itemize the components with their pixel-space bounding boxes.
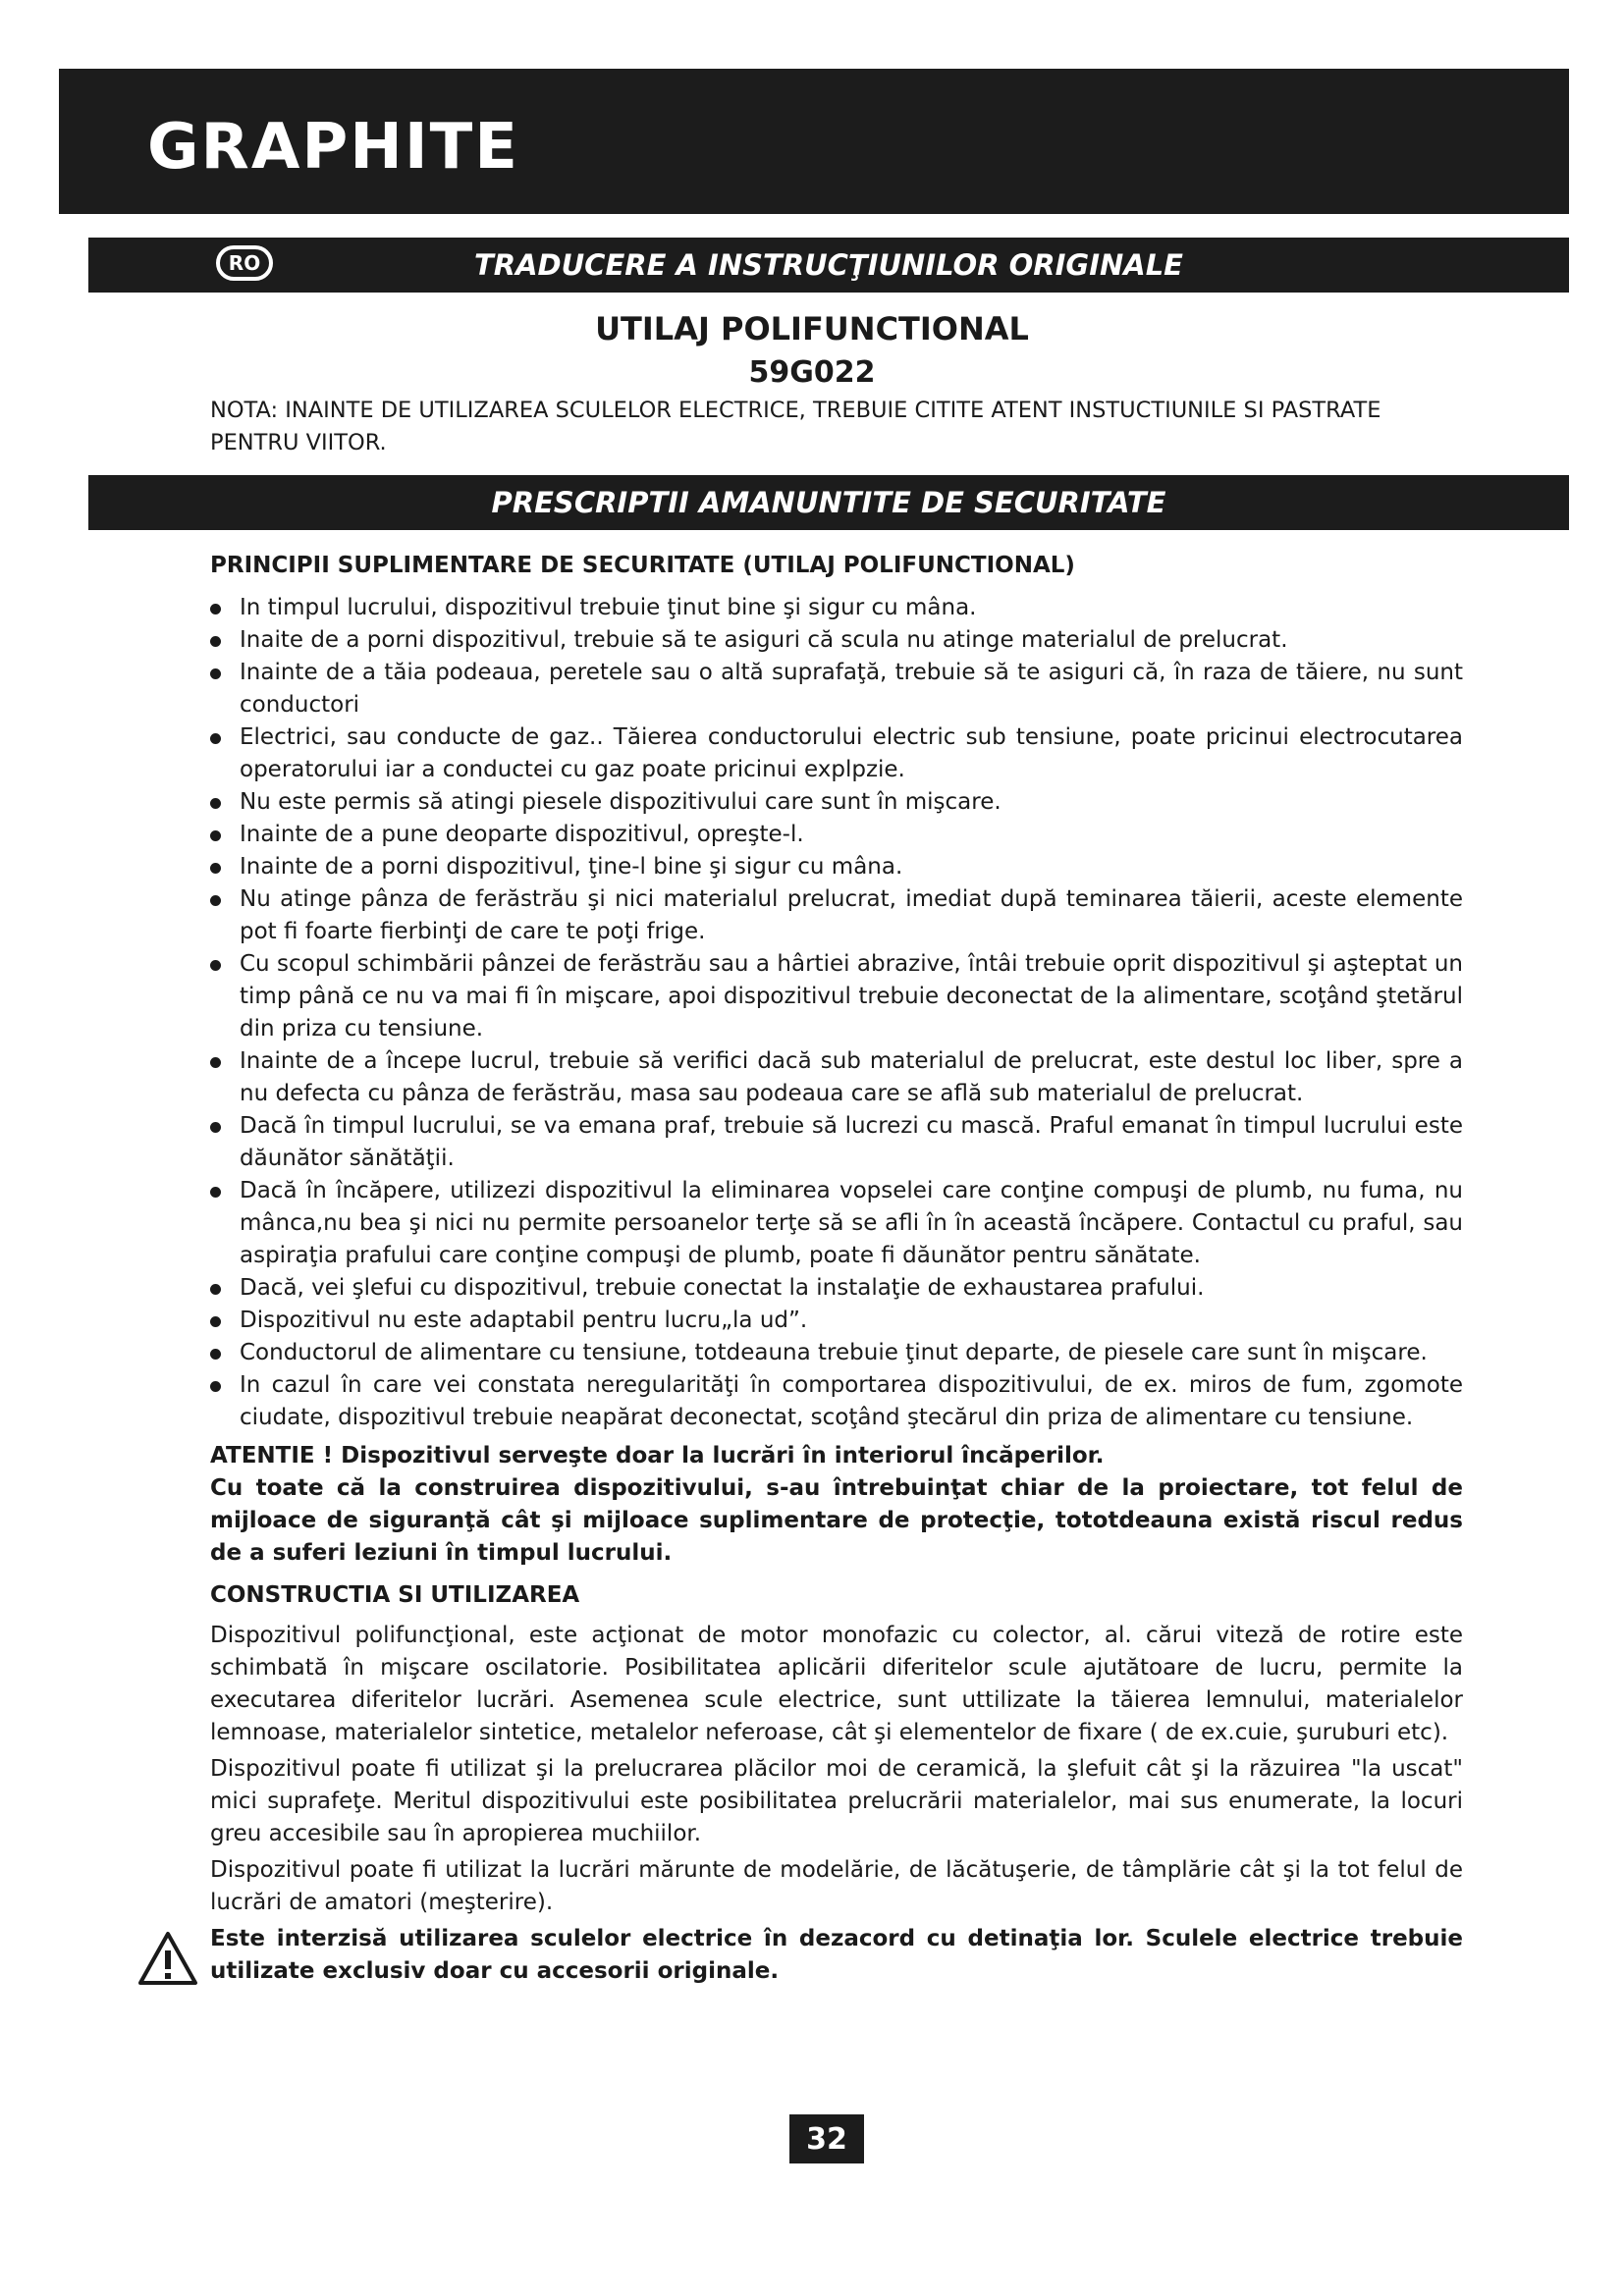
- list-item: Dacă în timpul lucrului, se va emana praf, trebuie să lucrezi cu mască. Praful emanat în timpul lucrului este dăunător sănătăţii.: [210, 1110, 1463, 1175]
- list-item: Cu scopul schimbării pânzei de ferăstrău sau a hârtiei abrazive, întâi trebuie oprit dispozitivul şi aşteptat un timp până ce nu va mai fi în mişcare, apoi dispozitivul trebuie deconectat de la alimentare, scoţând ştetărul din priza cu tensiune.: [210, 948, 1463, 1045]
- list-item: Inaite de a porni dispozitivul, trebuie să te asiguri că scula nu atinge materialul de prelucrat.: [210, 624, 1463, 657]
- list-item: Dispozitivul nu este adaptabil pentru lucru„la ud”.: [210, 1305, 1463, 1337]
- list-item: Inainte de a porni dispozitivul, ţine-l bine şi sigur cu mâna.: [210, 851, 1463, 883]
- construction-paragraph: Dispozitivul polifuncţional, este acţionat de motor monofazic cu colector, al. cărui viteză de rotire este schimbată în mişcare oscilatorie. Posibilitatea aplicării diferitelor scule ajutătoare de lucru, permite la executarea diferitelor lucrări. Asemenea scule electrice, sunt uttilizate la tăierea lemnului, materialelor lemnoase, materialelor sintetice, metalelor neferoase, cât şi elementelor de fixare ( de ex.cuie, şuruburi etc).: [210, 1623, 1463, 1745]
- list-item: In cazul în care vei constata neregularităţi în comportarea dispozitivului, de ex. miros de fum, zgomote ciudate, dispozitivul trebuie neapărat deconectat, scoţând ştecărul din priza de alimentare cu tensiune.: [210, 1369, 1463, 1434]
- list-item: Electrici, sau conducte de gaz.. Tăierea conductorului electric sub tensiune, poate pricinui electrocutarea operatorului iar a conductei cu gaz poate pricinui explpzie.: [210, 721, 1463, 786]
- list-item: Conductorul de alimentare cu tensiune, totdeauna trebuie ţinut departe, de piesele care sunt în mişcare.: [210, 1337, 1463, 1369]
- construction-heading: CONSTRUCTIA SI UTILIZAREA: [210, 1582, 580, 1608]
- attention-note: ATENTIE ! Dispozitivul serveşte doar la lucrări în interiorul încăperilor.: [210, 1443, 1105, 1468]
- warning-block: [210, 1923, 1463, 1988]
- translation-title: TRADUCERE A INSTRUCŢIUNILOR ORIGINALE: [473, 248, 1183, 282]
- section-heading: PRINCIPII SUPLIMENTARE DE SECURITATE (UTILAJ POLIFUNCTIONAL): [210, 553, 1075, 578]
- construction-paragraph: Dispozitivul poate fi utilizat la lucrări mărunte de modelărie, de lăcătuşerie, de tâmplărie cât şi la tot felul de lucrări de amatori (meşterire).: [210, 1857, 1463, 1915]
- nota-text: NOTA: INAINTE DE UTILIZAREA SCULELOR ELECTRICE, TREBUIE CITITE ATENT INSTUCTIUNILE SI PASTRATE PENTRU VIITOR.: [210, 398, 1381, 455]
- list-item: Dacă în încăpere, utilizezi dispozitivul la eliminarea vopselei care conţine compuşi de plumb, nu fuma, nu mânca,nu bea şi nici nu permite persoanelor terţe să se afli în în această încăpere. Contactul cu praful, sau aspiraţia prafului care conţine compuşi de plumb, poate fi dăunător pentru sănătate.: [210, 1175, 1463, 1272]
- list-item: Nu atinge pânza de ferăstrău şi nici materialul prelucrat, imediat după teminarea tăierii, aceste elemente pot fi foarte fierbinţi de care te poţi frige.: [210, 883, 1463, 948]
- page-number: 32: [789, 2114, 864, 2163]
- language-badge: RO: [216, 245, 273, 281]
- safety-title: PRESCRIPTII AMANUNTITE DE SECURITATE: [491, 486, 1166, 519]
- list-item: In timpul lucrului, dispozitivul trebuie ţinut bine şi sigur cu mâna.: [210, 592, 1463, 624]
- list-item: Inainte de a pune deoparte dispozitivul, opreşte-l.: [210, 819, 1463, 851]
- brand-logo: GRAPHITE: [147, 111, 519, 184]
- safety-title-band: [88, 475, 1569, 530]
- list-item: Dacă, vei şlefui cu dispozitivul, trebuie conectat la instalaţie de exhaustarea prafului.: [210, 1272, 1463, 1305]
- construction-paragraph: Dispozitivul poate fi utilizat şi la prelucrarea plăcilor moi de ceramică, la şlefuit cât şi la răzuirea "la uscat" mici suprafeţe. Meritul dispozitivului este posibilitatea prelucrării materialelor, mai sus enumerate, la locuri greu accesibile sau în apropierea muchiilor.: [210, 1756, 1463, 1846]
- warning-text: Este interzisă utilizarea sculelor electrice în dezacord cu detinaţia lor. Sculele electrice trebuie utilizate exclusiv doar cu accesorii originale.: [210, 1926, 1463, 1984]
- warning-triangle-icon: [137, 1931, 198, 1986]
- product-code: 59G022: [748, 355, 876, 390]
- list-item: Inainte de a începe lucrul, trebuie să verifici dacă sub materialul de prelucrat, este destul loc liber, spre a nu defecta cu pânza de ferăstrău, masa sau podeaua care se află sub materialul de prelucrat.: [210, 1045, 1463, 1110]
- translation-title-band: [88, 238, 1569, 293]
- list-item: Inainte de a tăia podeaua, peretele sau o altă suprafaţă, trebuie să te asiguri că, în raza de tăiere, nu sunt conductori: [210, 657, 1463, 721]
- main-content: [210, 550, 1463, 1988]
- residual-risk-note: Cu toate că la construirea dispozitivului, s-au întrebuinţat chiar de la proiectare, tot felul de mijloace de siguranţă cât şi mijloace suplimentare de protecţie, tototdeauna există riscul redus de a suferi leziuni în timpul lucrului.: [210, 1475, 1463, 1566]
- list-item: Nu este permis să atingi piesele dispozitivului care sunt în mişcare.: [210, 786, 1463, 819]
- product-name: UTILAJ POLIFUNCTIONAL: [595, 310, 1029, 347]
- safety-bullet-list: [210, 592, 1463, 1434]
